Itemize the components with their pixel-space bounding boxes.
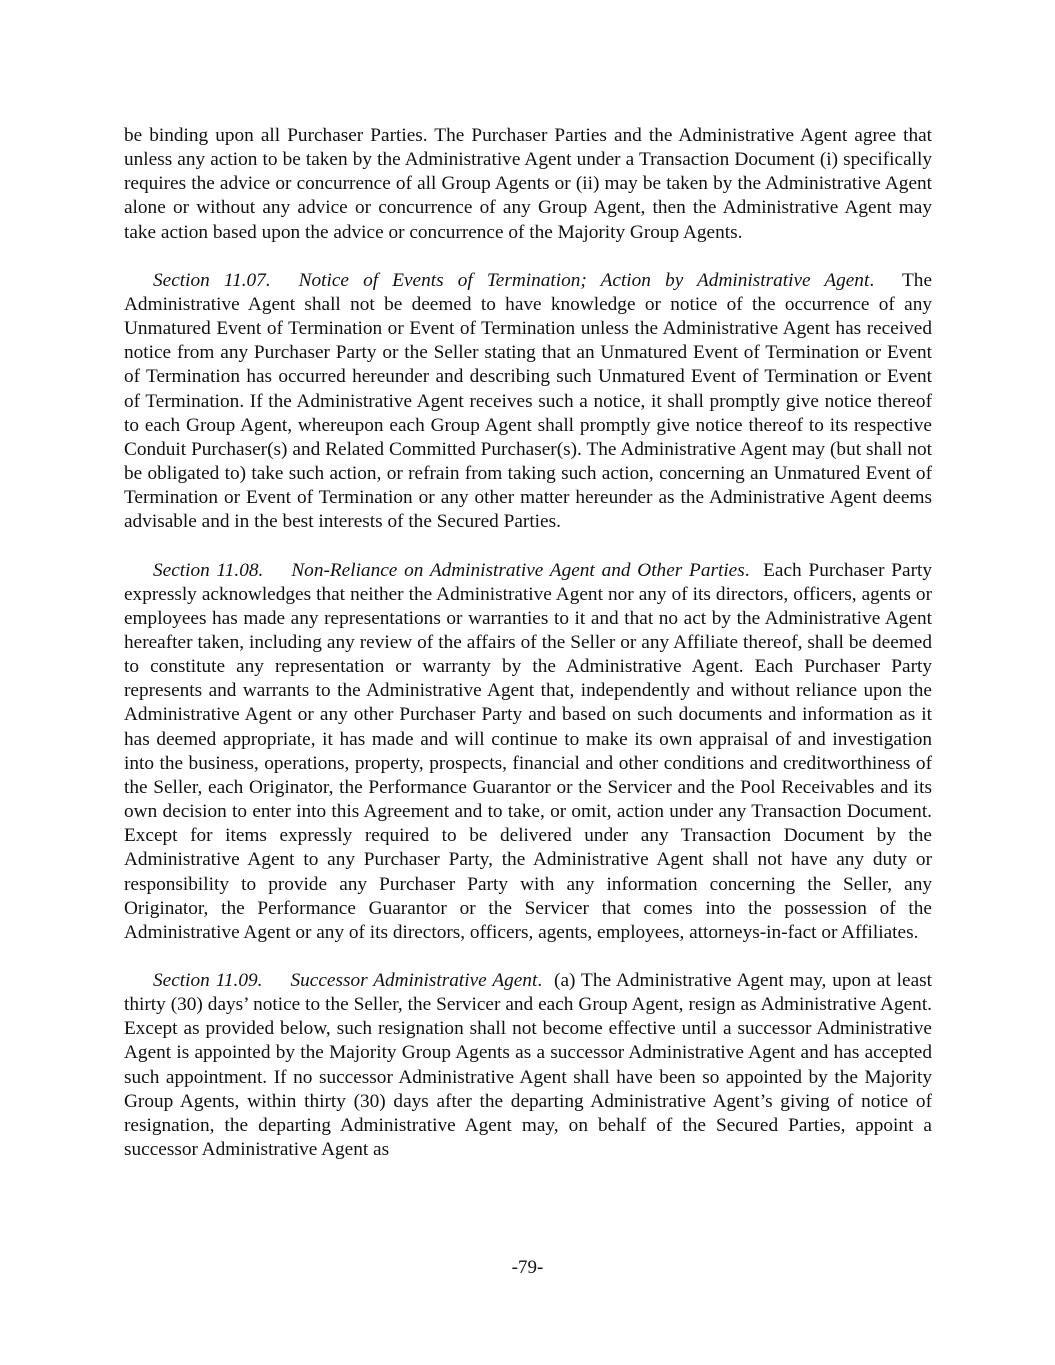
section-title: Notice of Events of Termination; Action by Administrative Agent	[298, 269, 870, 291]
section-title: Non-Reliance on Administrative Agent and Other Parties	[291, 559, 745, 581]
document-page	[124, 124, 932, 1186]
section-body: Each Purchaser Party expressly acknowledges that neither the Administrative Agent nor any of its directors, officers, agents or employees has made any representations or warranties to it and that no act by the Administrative Agent hereafter taken, including any review of the affairs of the Seller or any Affiliate thereof, shall be deemed to constitute any representation or warranty by the Administrative Agent. Each Purchaser Party represents and warrants to the Administrative Agent that, independently and without reliance upon the Administrative Agent or any other Purchaser Party and based on such documents and information as it has deemed appropriate, it has made and will continue to make its own appraisal of and investigation into the business, operations, property, prospects, financial and other conditions and creditworthiness of the Seller, each Originator, the Performance Guarantor or the Servicer and the Pool Receivables and its own decision to enter into this Agreement and to take, or omit, action under any Transaction Document. Except for items expressly required to be delivered under any Transaction Document by the Administrative Agent to any Purchaser Party, the Administrative Agent shall not have any duty or responsibility to provide any Purchaser Party with any information concerning the Seller, any Originator, the Performance Guarantor or the Servicer that comes into the possession of the Administrative Agent or any of its directors, officers, agents, employees, attorneys-in-fact or Affiliates.	[124, 559, 932, 943]
section-number: Section 11.08.	[153, 559, 264, 581]
section-11-09: Section 11.09. Successor Administrative Agent. (a) The Administrative Agent may, upon at least thirty (30) days’ notice to the Seller, the Servicer and each Group Agent, resign as Administrative Agent. Except as provided below, such resignation shall not become effective until a successor Administrative Agent is appointed by the Majority Group Agents as a successor Administrative Agent and has accepted such appointment. If no successor Administrative Agent shall have been so appointed by the Majority Group Agents, within thirty (30) days after the departing Administrative Agent’s giving of notice of resignation, the departing Administrative Agent may, on behalf of the Secured Parties, appoint a successor Administrative Agent as	[124, 970, 932, 1161]
page-number: -79-	[511, 1257, 544, 1278]
section-number: Section 11.07.	[153, 269, 271, 291]
intro-paragraph: be binding upon all Purchaser Parties. The Purchaser Parties and the Administrative Agent agree that unless any action to be taken by the Administrative Agent under a Transaction Document (i) specifically requires the advice or concurrence of all Group Agents or (ii) may be taken by the Administrative Agent alone or without any advice or concurrence of any Group Agent, then the Administrative Agent may take action based upon the advice or concurrence of the Majority Group Agents.	[124, 125, 932, 243]
section-number: Section 11.09.	[153, 970, 263, 991]
section-11-08: Section 11.08. Non-Reliance on Administrative Agent and Other Parties. Each Purchaser Party expressly acknowledges that neither the Administrative Agent nor any of its directors, officers, agents or employees has made any representations or warranties to it and that no act by the Administrative Agent hereafter taken, including any review of the affairs of the Seller or any Affiliate thereof, shall be deemed to constitute any representation or warranty by the Administrative Agent. Each Purchaser Party represents and warrants to the Administrative Agent that, independently and without reliance upon the Administrative Agent or any other Purchaser Party and based on such documents and information as it has deemed appropriate, it has made and will continue to make its own appraisal of and investigation into the business, operations, property, prospects, financial and other conditions and creditworthiness of the Seller, each Originator, the Performance Guarantor or the Servicer and the Pool Receivables and its own decision to enter into this Agreement and to take, or omit, action under any Transaction Document. Except for items expressly required to be delivered under any Transaction Document by the Administrative Agent to any Purchaser Party, the Administrative Agent shall not have any duty or responsibility to provide any Purchaser Party with any information concerning the Seller, any Originator, the Performance Guarantor or the Servicer that comes into the possession of the Administrative Agent or any of its directors, officers, agents, employees, attorneys-in-fact or Affiliates.	[124, 559, 932, 943]
section-11-07: Section 11.07. Notice of Events of Termination; Action by Administrative Agent. The Administrative Agent shall not be deemed to have knowledge or notice of the occurrence of any Unmatured Event of Termination or Event of Termination unless the Administrative Agent has received notice from any Purchaser Party or the Seller stating that an Unmatured Event of Termination or Event of Termination has occurred hereunder and describing such Unmatured Event of Termination or Event of Termination. If the Administrative Agent receives such a notice, it shall promptly give notice thereof to each Group Agent, whereupon each Group Agent shall promptly give notice thereof to its respective Conduit Purchaser(s) and Related Committed Purchaser(s). The Administrative Agent may (but shall not be obligated to) take such action, or refrain from taking such action, concerning an Unmatured Event of Termination or Event of Termination or any other matter hereunder as the Administrative Agent deems advisable and in the best interests of the Secured Parties.	[124, 269, 933, 533]
section-body: The Administrative Agent shall not be deemed to have knowledge or notice of the occurrence of any Unmatured Event of Termination or Event of Termination unless the Administrative Agent has received notice from any Purchaser Party or the Seller stating that an Unmatured Event of Termination or Event of Termination has occurred hereunder and describing such Unmatured Event of Termination or Event of Termination. If the Administrative Agent receives such a notice, it shall promptly give notice thereof to each Group Agent, whereupon each Group Agent shall promptly give notice thereof to its respective Conduit Purchaser(s) and Related Committed Purchaser(s). The Administrative Agent may (but shall not be obligated to) take such action, or refrain from taking such action, concerning an Unmatured Event of Termination or Event of Termination or any other matter hereunder as the Administrative Agent deems advisable and in the best interests of the Secured Parties.	[124, 269, 933, 533]
section-body: (a) The Administrative Agent may, upon at least thirty (30) days’ notice to the Seller, the Servicer and each Group Agent, resign as Administrative Agent. Except as provided below, such resignation shall not become effective until a successor Administrative Agent is appointed by the Majority Group Agents as a successor Administrative Agent and has accepted such appointment. If no successor Administrative Agent shall have been so appointed by the Majority Group Agents, within thirty (30) days after the departing Administrative Agent’s giving of notice of resignation, the departing Administrative Agent may, on behalf of the Secured Parties, appoint a successor Administrative Agent as	[124, 970, 932, 1161]
section-title: Successor Administrative Agent	[290, 970, 538, 991]
